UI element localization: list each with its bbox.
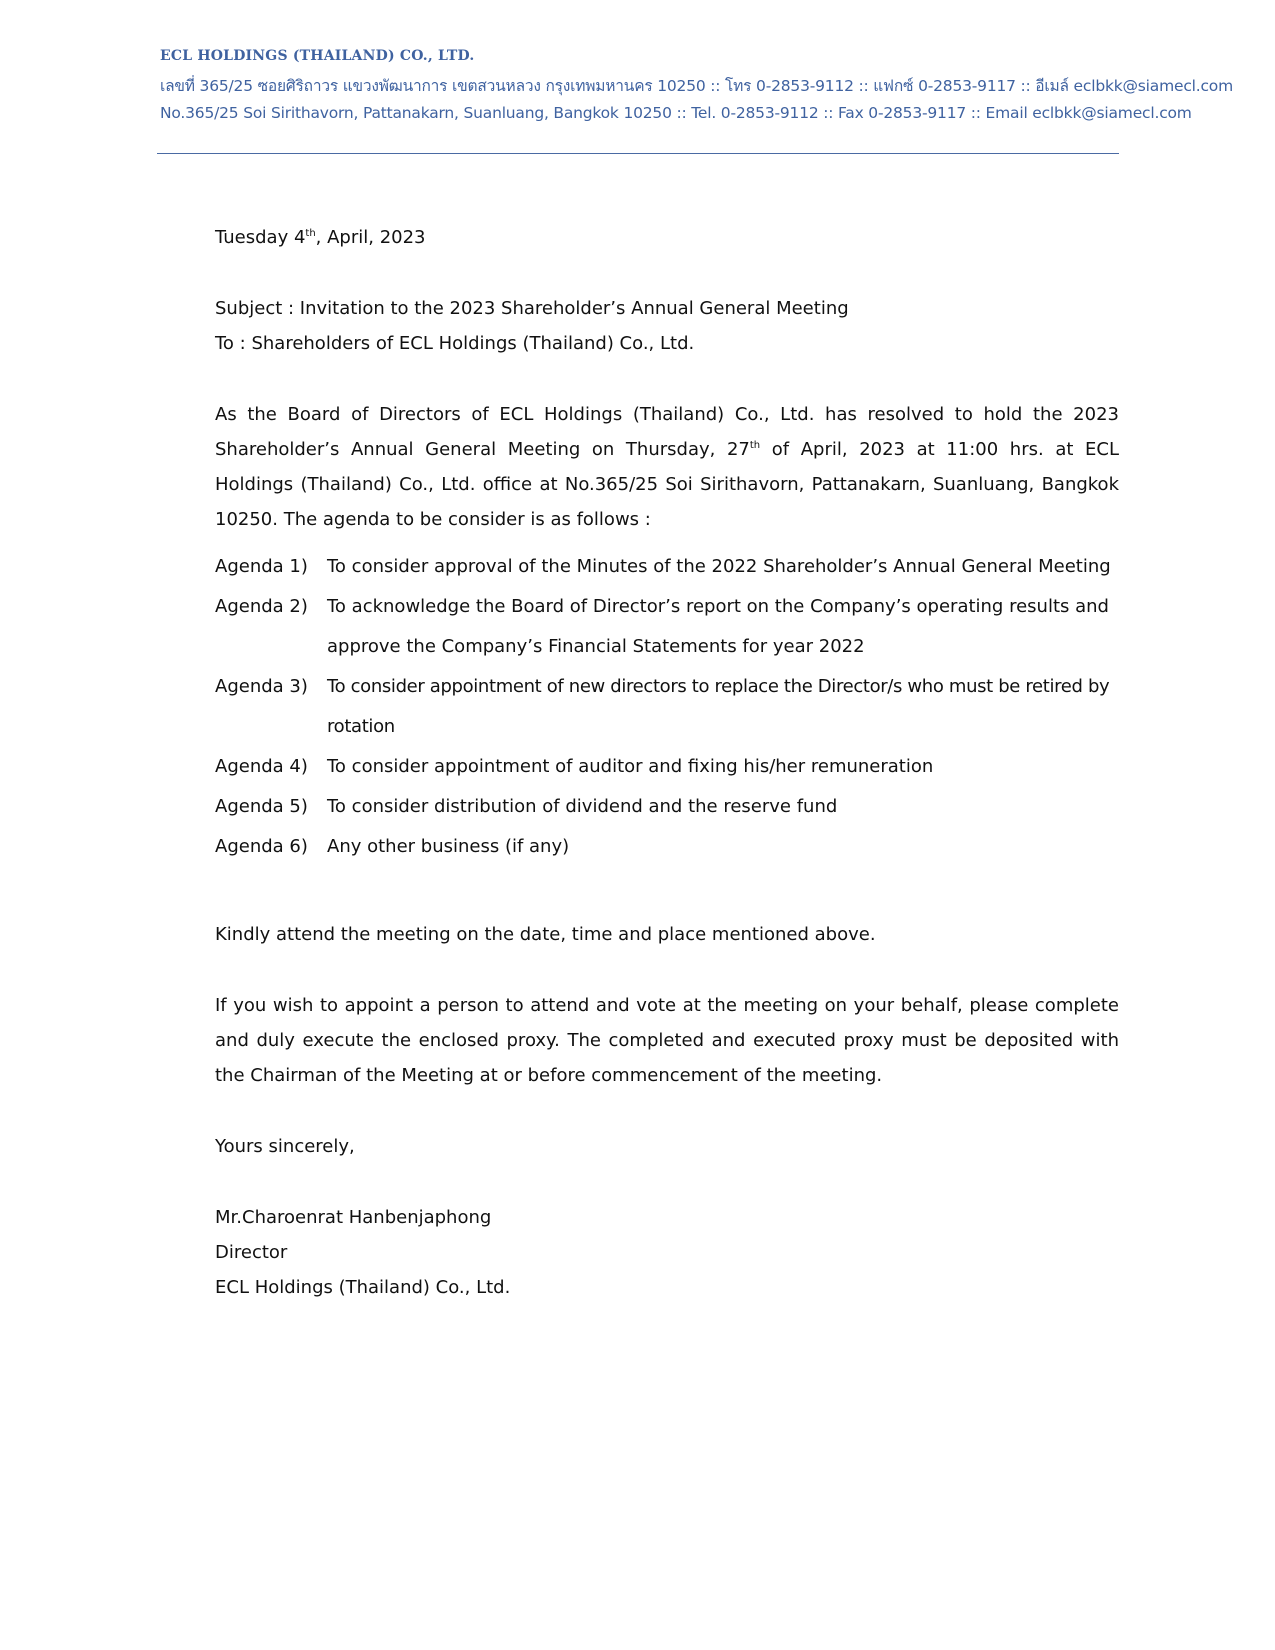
signature-block bbox=[215, 1200, 1119, 1305]
signatory-name: Mr.Charoenrat Hanbenjaphong bbox=[215, 1207, 492, 1228]
intro-ordinal: th bbox=[749, 440, 761, 451]
agenda-text: To consider appointment of new directors to replace the Director/s who must be retired by rotation bbox=[327, 676, 1110, 737]
letter-date bbox=[215, 220, 1119, 255]
agenda-item bbox=[215, 587, 1119, 667]
letterhead bbox=[160, 48, 1233, 127]
proxy-paragraph: If you wish to appoint a person to attend and vote at the meeting on your behalf, please complete and duly execute the enclosed proxy. The completed and executed proxy must be deposited with the Chairman of the Meeting at or before commencement of the meeting. bbox=[215, 995, 1119, 1086]
agenda-item bbox=[215, 747, 1119, 787]
agenda-label: Agenda 1) bbox=[215, 556, 308, 577]
letter-body bbox=[215, 220, 1119, 1305]
address-english: No.365/25 Soi Sirithavorn, Pattanakarn, Suanluang, Bangkok 10250 :: Tel. 0-2853-9112 :: Fax 0-2853-9117 :: Email eclbkk@siamecl.com bbox=[160, 104, 1192, 122]
letter-recipient: To : Shareholders of ECL Holdings (Thailand) Co., Ltd. bbox=[215, 333, 695, 354]
signatory-company: ECL Holdings (Thailand) Co., Ltd. bbox=[215, 1277, 511, 1298]
agenda-label: Agenda 5) bbox=[215, 796, 308, 817]
date-rest: , April, 2023 bbox=[315, 227, 426, 248]
agenda-item bbox=[215, 547, 1119, 587]
letter-subject: Subject : Invitation to the 2023 Shareholder’s Annual General Meeting bbox=[215, 298, 849, 319]
agenda-text: To acknowledge the Board of Director’s report on the Company’s operating results and approve the Company’s Financial Statements for year 2022 bbox=[327, 596, 1109, 657]
agenda-list bbox=[215, 547, 1119, 867]
agenda-label: Agenda 4) bbox=[215, 756, 308, 777]
intro-paragraph bbox=[215, 397, 1119, 537]
agenda-item bbox=[215, 787, 1119, 827]
agenda-text: To consider appointment of auditor and fixing his/her remuneration bbox=[327, 756, 934, 777]
agenda-text: To consider approval of the Minutes of the 2022 Shareholder’s Annual General Meeting bbox=[327, 556, 1111, 577]
agenda-item bbox=[215, 827, 1119, 867]
intro-text-1: As the Board of Directors of ECL Holdings (Thailand) Co., Ltd. has resolved to hold the 2023 Shareholder’s Annual General Meeting on Thursday, 27 bbox=[215, 404, 1119, 460]
date-day: Tuesday 4 bbox=[215, 227, 306, 248]
attend-paragraph: Kindly attend the meeting on the date, time and place mentioned above. bbox=[215, 924, 876, 945]
address-thai: เลขที่ 365/25 ซอยศิริถาวร แขวงพัฒนาการ เขตสวนหลวง กรุงเทพมหานคร 10250 :: โทร 0-2853-9112 :: แฟกซ์ 0-2853-9117 :: อีเมล์ eclbkk@siamecl.com bbox=[160, 77, 1233, 95]
agenda-item bbox=[215, 667, 1119, 747]
closing: Yours sincerely, bbox=[215, 1136, 355, 1157]
company-name: ECL HOLDINGS (THAILAND) CO., LTD. bbox=[160, 48, 475, 64]
agenda-label: Agenda 2) bbox=[215, 596, 308, 617]
letterhead-divider bbox=[157, 153, 1119, 154]
intro-text-2: of April, 2023 at 11:00 hrs. at ECL Holdings (Thailand) Co., Ltd. office at No.365/25 Soi Sirithavorn, Pattanakarn, Suanluang, Bangkok 10250. The agenda to be consider is as follows : bbox=[215, 439, 1119, 530]
agenda-label: Agenda 6) bbox=[215, 836, 308, 857]
signatory-title: Director bbox=[215, 1242, 288, 1263]
agenda-label: Agenda 3) bbox=[215, 676, 308, 697]
agenda-text: To consider distribution of dividend and the reserve fund bbox=[327, 796, 838, 817]
agenda-text: Any other business (if any) bbox=[327, 836, 570, 857]
date-ordinal: th bbox=[305, 228, 316, 239]
